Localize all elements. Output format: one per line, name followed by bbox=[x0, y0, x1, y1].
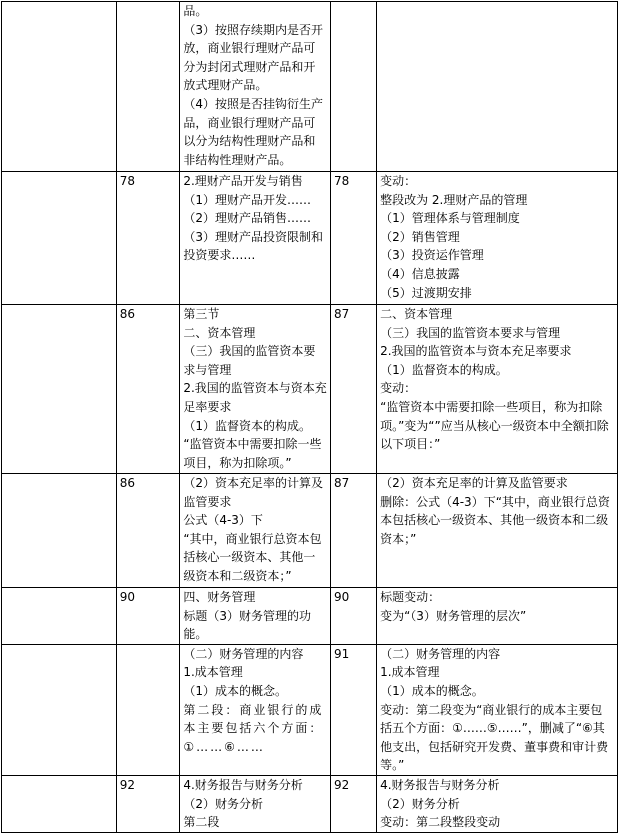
old-text-line: 第二段：商业银行的成本主要包括六个方面：①……⑥…… bbox=[183, 702, 324, 754]
old-text-line: 1.成本管理 bbox=[183, 665, 243, 680]
old-text-line: “其中，商业银行总资本包括核心一级资本、其他一级资本和二级资本；” bbox=[183, 531, 322, 583]
new-text-line: （1）成本的概念。 bbox=[380, 683, 484, 698]
new-text-cell bbox=[377, 305, 618, 474]
old-text-line: 4.财务报告与财务分析 bbox=[183, 777, 303, 792]
blank-cell bbox=[2, 172, 117, 305]
old-text-line: （1）成本的概念。 bbox=[183, 683, 287, 698]
old-text-line: 第三节 bbox=[183, 307, 220, 321]
new-page-cell bbox=[330, 2, 376, 172]
old-page-cell bbox=[116, 644, 180, 775]
new-text-line: 二、资本管理 bbox=[380, 307, 453, 321]
old-page-cell: 78 bbox=[116, 172, 180, 305]
new-text-line: “监管资本中需要扣除一些项目，称为扣除项。”变为“”应当从核心一级资本中全额扣除以下项目：” bbox=[380, 399, 609, 452]
new-text-line: 1.成本管理 bbox=[380, 665, 440, 680]
old-page-cell: 86 bbox=[116, 474, 180, 588]
new-page-cell: 92 bbox=[330, 775, 376, 832]
old-text-line: （1）理财产品开发…… bbox=[183, 192, 311, 207]
new-text-line: （4）信息披露 bbox=[380, 266, 460, 281]
new-text-line: 整段改为 2.理财产品的管理 bbox=[380, 192, 528, 207]
table-row bbox=[2, 775, 618, 832]
old-text-line: （1）监督资本的构成。 bbox=[183, 418, 311, 433]
new-text-line: 删除：公式（4-3）下“其中，商业银行总资本包括核心一级资本、其他一级资本和二级资本；” bbox=[380, 494, 610, 546]
old-text-line: （2）资本充足率的计算及监管要求 bbox=[183, 476, 323, 509]
new-text-cell bbox=[377, 2, 618, 172]
new-text-line: （2）资本充足率的计算及监管要求 bbox=[380, 476, 568, 490]
table-row bbox=[2, 588, 618, 645]
new-text-line: 标题变动： bbox=[380, 590, 441, 604]
new-text-line: 变动：第二段变为“商业银行的成本主要包括五个方面：①……⑤……”，删减了“⑥其他支出，包括研究开发费、董事费和审计费等。” bbox=[380, 702, 609, 773]
blank-cell bbox=[2, 305, 117, 474]
old-page-cell: 90 bbox=[116, 588, 180, 645]
new-text-cell bbox=[377, 644, 618, 775]
new-text-line: （二）财务管理的内容 bbox=[380, 646, 501, 661]
old-page-cell bbox=[116, 2, 180, 172]
new-text-cell bbox=[377, 172, 618, 305]
new-page-cell: 78 bbox=[330, 172, 376, 305]
blank-cell bbox=[2, 775, 117, 832]
old-text-line: （三）我国的监管资本要求与管理 bbox=[183, 344, 316, 377]
old-text-line: 第二段 bbox=[183, 815, 220, 830]
new-page-cell: 87 bbox=[330, 305, 376, 474]
blank-cell bbox=[2, 644, 117, 775]
old-text-cell bbox=[180, 474, 331, 588]
old-text-line: （4）按照是否挂钩衍生产品，商业银行理财产品可以分为结构性理财产品和非结构性理财产品。 bbox=[183, 96, 323, 167]
old-text-cell bbox=[180, 588, 331, 645]
new-text-line: 变动： bbox=[380, 174, 417, 188]
new-text-line: 变为“（3）财务管理的层次” bbox=[380, 608, 527, 623]
old-text-cell bbox=[180, 2, 331, 172]
old-text-line: （二）财务管理的内容 bbox=[183, 646, 304, 661]
old-text-line: 品。 bbox=[183, 4, 208, 18]
old-text-line: 二、资本管理 bbox=[183, 325, 256, 340]
old-text-cell bbox=[180, 644, 331, 775]
new-text-line: （5）过渡期安排 bbox=[380, 285, 472, 300]
old-text-line: 公式（4-3）下 bbox=[183, 513, 263, 528]
old-page-cell: 86 bbox=[116, 305, 180, 474]
new-text-line: （1）监督资本的构成。 bbox=[380, 362, 508, 377]
new-page-cell: 87 bbox=[330, 474, 376, 588]
new-text-line: （2）销售管理 bbox=[380, 229, 460, 244]
table-row bbox=[2, 172, 618, 305]
new-text-line: （1）管理体系与管理制度 bbox=[380, 211, 520, 226]
new-text-line: 变动： bbox=[380, 381, 417, 396]
table-row bbox=[2, 474, 618, 588]
table-row bbox=[2, 305, 618, 474]
old-text-cell bbox=[180, 172, 331, 305]
old-text-cell bbox=[180, 305, 331, 474]
new-text-line: （2）财务分析 bbox=[380, 796, 460, 811]
old-text-line: （3）按照存续期内是否开放，商业银行理财产品可分为封闭式理财产品和开放式理财产品。 bbox=[183, 22, 323, 93]
revision-comparison-table bbox=[1, 1, 618, 833]
old-text-line: 2.理财产品开发与销售 bbox=[183, 174, 303, 188]
old-text-line: “监管资本中需要扣除一些项目，称为扣除项。” bbox=[183, 437, 322, 470]
new-text-line: （三）我国的监管资本要求与管理 bbox=[380, 325, 561, 340]
old-text-cell bbox=[180, 775, 331, 832]
old-text-line: （2）理财产品销售…… bbox=[183, 211, 311, 226]
new-text-line: 2.我国的监管资本与资本充足率要求 bbox=[380, 344, 572, 359]
new-page-cell: 90 bbox=[330, 588, 376, 645]
new-text-cell bbox=[377, 775, 618, 832]
new-text-cell bbox=[377, 588, 618, 645]
old-page-cell: 92 bbox=[116, 775, 180, 832]
old-text-line: （3）理财产品投资限制和投资要求…… bbox=[183, 229, 323, 263]
old-text-line: 四、财务管理 bbox=[183, 590, 256, 604]
old-text-line: 2.我国的监管资本与资本充足率要求 bbox=[183, 381, 327, 414]
table-row bbox=[2, 2, 618, 172]
blank-cell bbox=[2, 2, 117, 172]
blank-cell bbox=[2, 474, 117, 588]
table-row bbox=[2, 644, 618, 775]
new-text-cell bbox=[377, 474, 618, 588]
new-text-line: 4.财务报告与财务分析 bbox=[380, 777, 500, 792]
new-text-line: 变动：第二段整段变动 bbox=[380, 815, 501, 830]
new-text-line: （3）投资运作管理 bbox=[380, 248, 484, 263]
old-text-line: 标题（3）财务管理的功能。 bbox=[183, 608, 311, 642]
blank-cell bbox=[2, 588, 117, 645]
new-page-cell: 91 bbox=[330, 644, 376, 775]
old-text-line: （2）财务分析 bbox=[183, 796, 263, 811]
